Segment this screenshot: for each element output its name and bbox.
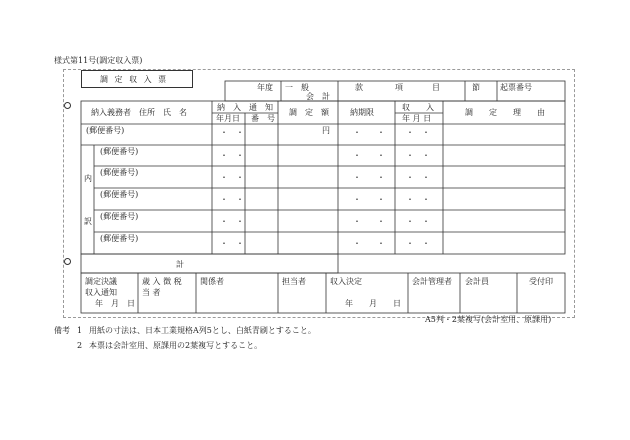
breakdown-due-date-1: ・ ・ [353,151,385,160]
payer-column-header: 納入義務者 住所 氏 名 [91,108,187,117]
yen-unit: 円 [322,126,330,135]
kou-label: 項 [395,83,403,92]
remark-2-number: 2 [77,341,83,350]
copy-note: A5判・2葉複写(会計室用、原課用) [425,315,552,324]
notice-column-header: 納 入 通 知 [217,103,273,112]
receipt-column-header: 収 入 [402,103,434,112]
breakdown-due-date-5: ・ ・ [353,239,385,248]
account-type-line1: 一 般 [285,83,309,92]
breakdown-notice-date-4: ・ ・ [220,217,244,226]
remark-1-text: 用紙の寸法は、日本工業規格A列5とし、白紙青刷とすること。 [89,326,316,335]
person-in-charge-label: 担当者 [282,277,306,286]
reception-stamp-label: 受付印 [529,277,553,286]
breakdown-receipt-date-3: ・ ・ [406,195,430,204]
notice-date-dots: ・ ・ [220,128,244,137]
breakdown-postal-5: (郵便番号) [100,234,139,243]
breakdown-due-date-4: ・ ・ [353,217,385,226]
breakdown-postal-3: (郵便番号) [100,190,139,199]
accountant-label: 会計員 [465,277,489,286]
notice-number-header: 番 号 [251,114,275,123]
collector-label-line2: 当 者 [142,288,161,297]
breakdown-due-date-2: ・ ・ [353,173,385,182]
remark-1-number: 1 [77,326,83,335]
slip-title: 調 定 収 入 票 [100,75,169,84]
breakdown-postal-4: (郵便番号) [100,212,139,221]
total-label: 計 [176,260,184,269]
breakdown-label-bottom: 訳 [84,217,92,226]
account-type-line2: 会 計 [306,92,330,101]
breakdown-label-top: 内 [84,174,92,183]
breakdown-notice-date-1: ・ ・ [220,151,244,160]
breakdown-receipt-date-1: ・ ・ [406,151,430,160]
related-person-label: 関係者 [200,277,224,286]
receipt-date-header: 年 月 日 [402,114,432,123]
decision-date-label: 年 月 日 [95,299,135,308]
setsu-label: 節 [472,83,480,92]
remarks-label: 備考 [54,326,70,335]
breakdown-notice-date-5: ・ ・ [220,239,244,248]
notice-date-header: 年月日 [216,114,240,123]
receipt-decision-label: 収入決定 [330,277,362,286]
decision-label-line2: 収入通知 [85,288,117,297]
kan-label: 款 [355,83,363,92]
reason-column-header: 調 定 理 由 [465,108,545,117]
breakdown-notice-date-2: ・ ・ [220,173,244,182]
moku-label: 目 [432,83,440,92]
account-manager-label: 会計管理者 [412,277,452,286]
breakdown-due-date-3: ・ ・ [353,195,385,204]
collector-label-line1: 歳 入 徴 税 [142,277,182,286]
breakdown-receipt-date-5: ・ ・ [406,239,430,248]
breakdown-postal-2: (郵便番号) [100,168,139,177]
receipt-decision-date: 年 月 日 [345,299,401,308]
receipt-date-dots: ・ ・ [406,128,430,137]
amount-column-header: 調 定 額 [289,108,329,117]
decision-label-line1: 調定決議 [85,277,117,286]
breakdown-receipt-date-4: ・ ・ [406,217,430,226]
breakdown-postal-1: (郵便番号) [100,147,139,156]
form-number-title: 様式第11号(調定収入票) [54,56,143,65]
due-date-dots: ・ ・ [353,128,385,137]
remark-2-text: 本票は会計室用、原課用の2葉複写とすること。 [89,341,263,350]
postal-code-label: (郵便番号) [86,126,125,135]
slip-number-label: 起票番号 [500,83,532,92]
fiscal-year-label: 年度 [257,83,273,92]
breakdown-receipt-date-2: ・ ・ [406,173,430,182]
due-date-column-header: 納期限 [350,108,374,117]
breakdown-notice-date-3: ・ ・ [220,195,244,204]
